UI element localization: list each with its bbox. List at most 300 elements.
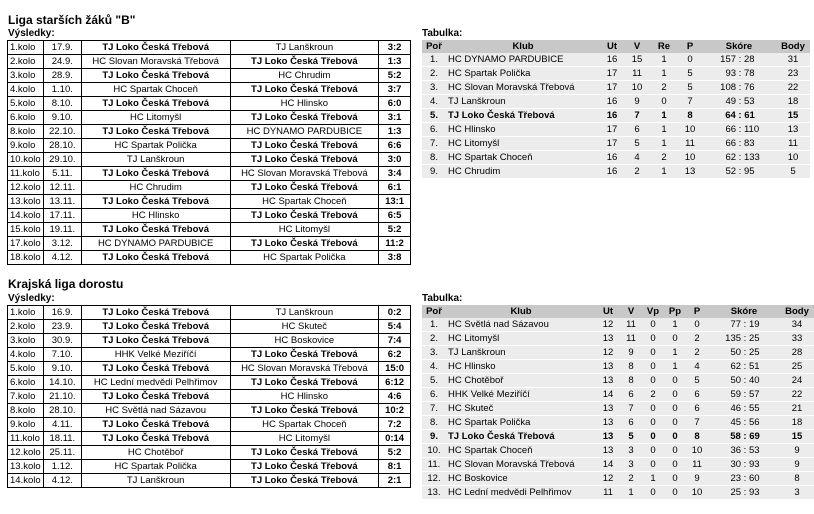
standings-row [422, 137, 810, 151]
away-team-cell: TJ Loko Česká Třebová [230, 83, 379, 97]
goals-for: 46 [730, 403, 742, 414]
goals-against: 56 [748, 417, 760, 428]
body-cell: 11 [776, 137, 810, 151]
header-cell: Poř [422, 40, 446, 53]
date-cell: 18.11. [43, 432, 81, 446]
pp-cell: 1 [664, 360, 686, 374]
ut-cell: 11 [596, 486, 620, 500]
away-team-cell: TJ Loko Česká Třebová [230, 209, 379, 223]
v-cell: 5 [624, 137, 650, 151]
score-cell: 3:1 [379, 111, 411, 125]
away-team-cell: HC Litomyšl [230, 432, 379, 446]
score-cell: 13:1 [379, 195, 411, 209]
ut-cell: 17 [600, 67, 624, 81]
away-team-cell: HC Chrudim [230, 69, 379, 83]
date-cell: 1.10. [43, 83, 81, 97]
por-cell: 13. [422, 486, 446, 500]
body-cell: 18 [780, 416, 814, 430]
home-team-cell: TJ Loko Česká Třebová [81, 167, 230, 181]
v-cell: 3 [620, 444, 642, 458]
header-cell: P [678, 40, 702, 53]
p-cell: 11 [686, 458, 708, 472]
result-row [8, 209, 411, 223]
por-cell: 7. [422, 137, 446, 151]
goals-for: 52 [725, 166, 737, 177]
re-cell: 1 [650, 137, 678, 151]
body-cell: 5 [776, 165, 810, 179]
round-cell: 7.kolo [8, 390, 44, 404]
klub-cell: HC Hlinsko [446, 360, 596, 374]
home-team-cell: HC Spartak Polička [81, 460, 230, 474]
home-team-cell: HC Spartak Polička [81, 139, 230, 153]
p-cell: 7 [686, 416, 708, 430]
goals-against: 28 [743, 54, 755, 65]
round-cell: 10.kolo [8, 153, 44, 167]
por-cell: 6. [422, 388, 446, 402]
por-cell: 8. [422, 416, 446, 430]
score-cell: 5:4 [379, 320, 411, 334]
ut-cell: 16 [600, 151, 624, 165]
p-cell: 6 [686, 402, 708, 416]
score-cell: 62 : 133 [702, 151, 776, 165]
v-cell: 2 [620, 472, 642, 486]
round-cell: 4.kolo [8, 348, 44, 362]
body-cell: 33 [780, 332, 814, 346]
goals-against: 40 [748, 375, 760, 386]
standings-row [422, 151, 810, 165]
ut-cell: 17 [600, 137, 624, 151]
re-cell: 2 [650, 81, 678, 95]
goals-against: 95 [743, 166, 755, 177]
score-cell: 50 : 40 [708, 374, 780, 388]
round-cell: 13.kolo [8, 195, 44, 209]
header-cell: Body [780, 305, 814, 318]
standings-row [422, 360, 814, 374]
date-cell: 28.10. [43, 404, 81, 418]
body-cell: 22 [776, 81, 810, 95]
klub-cell: HC Slovan Moravská Třebová [446, 458, 596, 472]
header-cell: V [624, 40, 650, 53]
ut-cell: 14 [596, 388, 620, 402]
goals-for: 45 [730, 417, 742, 428]
score-cell: 3:8 [379, 251, 411, 265]
score-cell: 59 : 57 [708, 388, 780, 402]
goals-for: 135 [725, 333, 742, 344]
re-cell: 1 [650, 53, 678, 67]
goals-for: 93 [725, 68, 737, 79]
p-cell: 5 [678, 67, 702, 81]
score-cell: 10:2 [379, 404, 411, 418]
standings-row [422, 346, 814, 360]
date-cell: 22.10. [43, 125, 81, 139]
por-cell: 9. [422, 165, 446, 179]
klub-cell: HC Světlá nad Sázavou [446, 318, 596, 332]
round-cell: 14.kolo [8, 209, 44, 223]
home-team-cell: TJ Lanškroun [81, 153, 230, 167]
v-cell: 9 [624, 95, 650, 109]
ut-cell: 17 [600, 123, 624, 137]
v-cell: 7 [620, 402, 642, 416]
por-cell: 5. [422, 374, 446, 388]
score-cell: 25 : 93 [708, 486, 780, 500]
score-cell: 6:1 [379, 181, 411, 195]
ut-cell: 17 [600, 81, 624, 95]
p-cell: 10 [678, 151, 702, 165]
header-cell: Pp [664, 305, 686, 318]
round-cell: 12.kolo [8, 446, 44, 460]
date-cell: 28.9. [43, 69, 81, 83]
klub-cell: HC Spartak Choceň [446, 151, 600, 165]
away-team-cell: TJ Loko Česká Třebová [230, 55, 379, 69]
goals-for: 23 [730, 473, 742, 484]
body-cell: 25 [780, 360, 814, 374]
round-cell: 15.kolo [8, 223, 44, 237]
away-team-cell: HC Litomyšl [230, 223, 379, 237]
away-team-cell: HC Spartak Choceň [230, 195, 379, 209]
away-team-cell: HC Hlinsko [230, 390, 379, 404]
p-cell: 0 [678, 53, 702, 67]
goals-against: 53 [743, 96, 755, 107]
por-cell: 4. [422, 95, 446, 109]
body-cell: 21 [780, 402, 814, 416]
result-row [8, 251, 411, 265]
home-team-cell: HC DYNAMO PARDUBICE [81, 237, 230, 251]
result-row [8, 97, 411, 111]
result-row [8, 404, 411, 418]
section1-table-label: Tabulka: [422, 28, 463, 39]
goals-for: 58 [730, 431, 741, 442]
v-cell: 5 [620, 430, 642, 444]
date-cell: 29.10. [43, 153, 81, 167]
goals-against: 93 [748, 487, 760, 498]
round-cell: 1.kolo [8, 306, 44, 320]
away-team-cell: TJ Loko Česká Třebová [230, 111, 379, 125]
home-team-cell: TJ Loko Česká Třebová [81, 69, 230, 83]
klub-cell: TJ Loko Česká Třebová [446, 109, 600, 123]
result-row [8, 237, 411, 251]
score-cell: 30 : 93 [708, 458, 780, 472]
section2-results-label: Výsledky: [8, 293, 55, 304]
score-cell: 6:0 [379, 97, 411, 111]
score-cell: 6:12 [379, 376, 411, 390]
goals-against: 133 [743, 152, 760, 163]
vp-cell: 2 [642, 388, 664, 402]
ut-cell: 13 [596, 430, 620, 444]
score-cell: 1:3 [379, 125, 411, 139]
round-cell: 2.kolo [8, 320, 44, 334]
section2-results-table [7, 305, 411, 488]
goals-against: 83 [743, 138, 755, 149]
score-cell: 66 : 110 [702, 123, 776, 137]
v-cell: 11 [624, 67, 650, 81]
result-row [8, 125, 411, 139]
round-cell: 2.kolo [8, 55, 44, 69]
goals-against: 93 [748, 459, 760, 470]
score-cell: 2:1 [379, 474, 411, 488]
score-cell: 62 : 51 [708, 360, 780, 374]
standings-header-row [422, 40, 810, 53]
vp-cell: 0 [642, 444, 664, 458]
round-cell: 3.kolo [8, 334, 44, 348]
klub-cell: HC Hlinsko [446, 123, 600, 137]
section1-title: Liga starších žáků "B" [8, 13, 136, 27]
home-team-cell: TJ Loko Česká Třebová [81, 251, 230, 265]
standings-row [422, 444, 814, 458]
standings-row [422, 318, 814, 332]
v-cell: 6 [620, 388, 642, 402]
header-cell: P [686, 305, 708, 318]
standings-row [422, 332, 814, 346]
result-row [8, 474, 411, 488]
round-cell: 1.kolo [8, 41, 44, 55]
re-cell: 2 [650, 151, 678, 165]
score-cell: 3:2 [379, 41, 411, 55]
ut-cell: 16 [600, 95, 624, 109]
p-cell: 10 [678, 123, 702, 137]
score-cell: 6:6 [379, 139, 411, 153]
standings-row [422, 430, 814, 444]
vp-cell: 0 [642, 486, 664, 500]
v-cell: 11 [620, 332, 642, 346]
goals-for: 66 [725, 138, 737, 149]
body-cell: 9 [780, 458, 814, 472]
body-cell: 3 [780, 486, 814, 500]
home-team-cell: HHK Velké Meziříčí [81, 348, 230, 362]
home-team-cell: TJ Loko Česká Třebová [81, 418, 230, 432]
score-cell: 8:1 [379, 460, 411, 474]
home-team-cell: HC Slovan Moravská Třebová [81, 55, 230, 69]
home-team-cell: TJ Lanškroun [81, 474, 230, 488]
pp-cell: 1 [664, 346, 686, 360]
body-cell: 9 [780, 444, 814, 458]
score-cell: 4:6 [379, 390, 411, 404]
goals-against: 53 [748, 445, 760, 456]
v-cell: 6 [620, 416, 642, 430]
body-cell: 28 [780, 346, 814, 360]
standings-row [422, 81, 810, 95]
standings-row [422, 109, 810, 123]
klub-cell: HC DYNAMO PARDUBICE [446, 53, 600, 67]
header-cell: Ut [600, 40, 624, 53]
klub-cell: HC Chotěboř [446, 374, 596, 388]
result-row [8, 153, 411, 167]
date-cell: 30.9. [43, 334, 81, 348]
date-cell: 24.9. [43, 55, 81, 69]
goals-for: 49 [725, 96, 737, 107]
away-team-cell: TJ Loko Česká Třebová [230, 446, 379, 460]
v-cell: 7 [624, 109, 650, 123]
standings-row [422, 402, 814, 416]
home-team-cell: TJ Loko Česká Třebová [81, 334, 230, 348]
date-cell: 9.10. [43, 111, 81, 125]
home-team-cell: HC Chotěboř [81, 446, 230, 460]
goals-for: 25 [730, 487, 742, 498]
por-cell: 3. [422, 346, 446, 360]
result-row [8, 348, 411, 362]
home-team-cell: HC Chrudim [81, 181, 230, 195]
pp-cell: 0 [664, 458, 686, 472]
ut-cell: 14 [596, 458, 620, 472]
v-cell: 4 [624, 151, 650, 165]
v-cell: 15 [624, 53, 650, 67]
score-cell: 5:2 [379, 223, 411, 237]
v-cell: 8 [620, 360, 642, 374]
goals-for: 50 [730, 347, 742, 358]
por-cell: 1. [422, 318, 446, 332]
klub-cell: TJ Loko Česká Třebová [446, 430, 596, 444]
p-cell: 8 [686, 430, 708, 444]
score-cell: 93 : 78 [702, 67, 776, 81]
goals-against: 69 [749, 431, 760, 442]
header-cell: Vp [642, 305, 664, 318]
away-team-cell: TJ Loko Česká Třebová [230, 474, 379, 488]
date-cell: 8.10. [43, 97, 81, 111]
round-cell: 6.kolo [8, 111, 44, 125]
por-cell: 1. [422, 53, 446, 67]
p-cell: 10 [686, 444, 708, 458]
goals-for: 108 [720, 82, 737, 93]
vp-cell: 0 [642, 458, 664, 472]
goals-against: 110 [743, 124, 760, 135]
goals-against: 78 [743, 68, 755, 79]
goals-for: 64 [725, 110, 736, 121]
away-team-cell: TJ Loko Česká Třebová [230, 404, 379, 418]
ut-cell: 13 [596, 374, 620, 388]
re-cell: 1 [650, 123, 678, 137]
score-cell: 66 : 83 [702, 137, 776, 151]
klub-cell: HC Spartak Polička [446, 416, 596, 430]
score-cell: 0:2 [379, 306, 411, 320]
round-cell: 14.kolo [8, 474, 44, 488]
header-cell: Body [776, 40, 810, 53]
p-cell: 10 [686, 486, 708, 500]
date-cell: 17.11. [43, 209, 81, 223]
por-cell: 7. [422, 402, 446, 416]
re-cell: 1 [650, 109, 678, 123]
date-cell: 16.9. [43, 306, 81, 320]
home-team-cell: HC Spartak Choceň [81, 83, 230, 97]
goals-for: 77 [730, 319, 742, 330]
v-cell: 1 [620, 486, 642, 500]
vp-cell: 0 [642, 416, 664, 430]
goals-for: 50 [730, 375, 742, 386]
score-cell: 58 : 69 [708, 430, 780, 444]
pp-cell: 0 [664, 332, 686, 346]
klub-cell: HHK Velké Meziříčí [446, 388, 596, 402]
away-team-cell: TJ Loko Česká Třebová [230, 460, 379, 474]
goals-against: 25 [748, 333, 760, 344]
date-cell: 28.10. [43, 139, 81, 153]
ut-cell: 13 [596, 402, 620, 416]
body-cell: 10 [776, 151, 810, 165]
score-cell: 157 : 28 [702, 53, 776, 67]
body-cell: 22 [780, 388, 814, 402]
date-cell: 4.12. [43, 251, 81, 265]
ut-cell: 13 [596, 360, 620, 374]
header-cell: Skóre [702, 40, 776, 53]
standings-row [422, 458, 814, 472]
ut-cell: 13 [596, 416, 620, 430]
result-row [8, 390, 411, 404]
away-team-cell: TJ Lanškroun [230, 306, 379, 320]
vp-cell: 1 [642, 472, 664, 486]
vp-cell: 0 [642, 332, 664, 346]
goals-for: 66 [725, 124, 737, 135]
klub-cell: HC Lední medvědi Pelhřimov [446, 486, 596, 500]
goals-against: 25 [748, 347, 760, 358]
home-team-cell: TJ Loko Česká Třebová [81, 306, 230, 320]
result-row [8, 181, 411, 195]
klub-cell: HC Litomyšl [446, 332, 596, 346]
home-team-cell: TJ Loko Česká Třebová [81, 390, 230, 404]
goals-against: 76 [743, 82, 755, 93]
score-cell: 46 : 55 [708, 402, 780, 416]
v-cell: 6 [624, 123, 650, 137]
pp-cell: 1 [664, 318, 686, 332]
section2-standings-table [422, 305, 814, 500]
away-team-cell: TJ Loko Česká Třebová [230, 237, 379, 251]
round-cell: 6.kolo [8, 376, 44, 390]
goals-against: 55 [748, 403, 760, 414]
standings-row [422, 416, 814, 430]
round-cell: 9.kolo [8, 418, 44, 432]
result-row [8, 362, 411, 376]
section2-table-label: Tabulka: [422, 293, 463, 304]
p-cell: 2 [686, 332, 708, 346]
p-cell: 7 [678, 95, 702, 109]
klub-cell: HC Skuteč [446, 402, 596, 416]
goals-for: 59 [730, 389, 742, 400]
score-cell: 135 : 25 [708, 332, 780, 346]
body-cell: 13 [776, 123, 810, 137]
re-cell: 1 [650, 165, 678, 179]
standings-row [422, 123, 810, 137]
vp-cell: 0 [642, 346, 664, 360]
score-cell: 52 : 95 [702, 165, 776, 179]
date-cell: 21.10. [43, 390, 81, 404]
vp-cell: 0 [642, 374, 664, 388]
date-cell: 14.10. [43, 376, 81, 390]
away-team-cell: HC Spartak Choceň [230, 418, 379, 432]
standings-row [422, 374, 814, 388]
away-team-cell: TJ Loko Česká Třebová [230, 348, 379, 362]
score-cell: 11:2 [379, 237, 411, 251]
date-cell: 4.12. [43, 474, 81, 488]
header-cell: Skóre [708, 305, 780, 318]
score-cell: 23 : 60 [708, 472, 780, 486]
goals-for: 30 [730, 459, 742, 470]
date-cell: 23.9. [43, 320, 81, 334]
re-cell: 0 [650, 95, 678, 109]
por-cell: 2. [422, 332, 446, 346]
away-team-cell: TJ Loko Česká Třebová [230, 376, 379, 390]
round-cell: 5.kolo [8, 362, 44, 376]
date-cell: 12.11. [43, 181, 81, 195]
round-cell: 8.kolo [8, 125, 44, 139]
score-cell: 36 : 53 [708, 444, 780, 458]
score-cell: 1:3 [379, 55, 411, 69]
header-cell: Ut [596, 305, 620, 318]
klub-cell: HC Slovan Moravská Třebová [446, 81, 600, 95]
score-cell: 45 : 56 [708, 416, 780, 430]
v-cell: 11 [620, 318, 642, 332]
vp-cell: 0 [642, 430, 664, 444]
klub-cell: HC Spartak Polička [446, 67, 600, 81]
ut-cell: 16 [600, 165, 624, 179]
por-cell: 11. [422, 458, 446, 472]
round-cell: 5.kolo [8, 97, 44, 111]
score-cell: 108 : 76 [702, 81, 776, 95]
